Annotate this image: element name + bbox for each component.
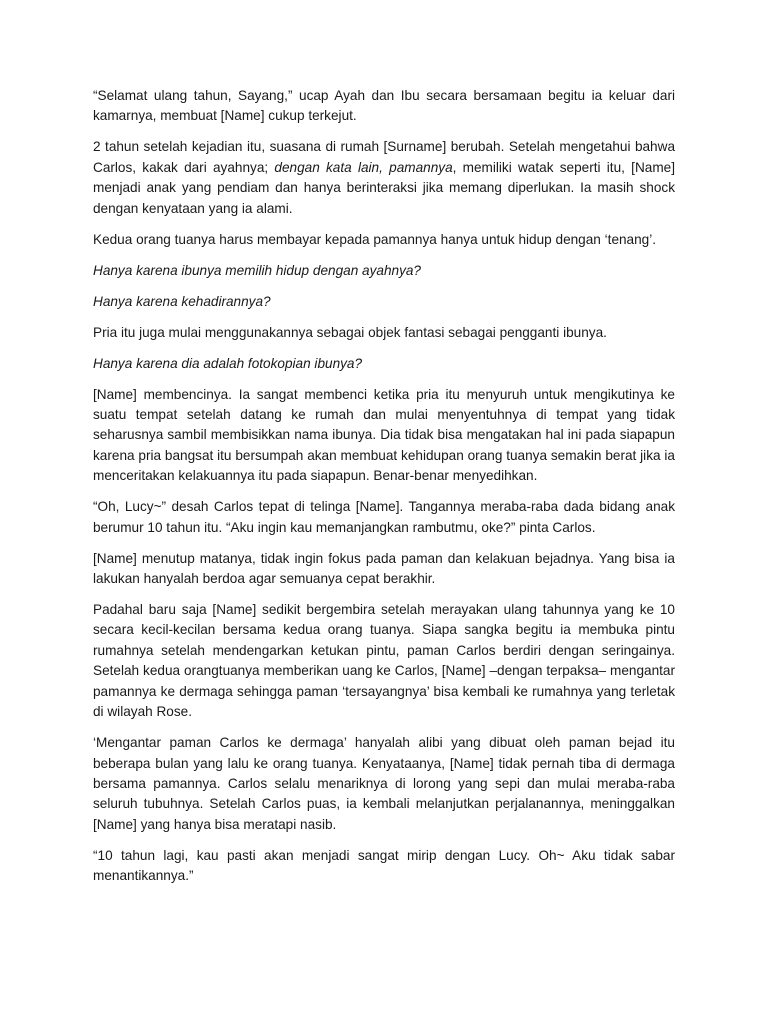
paragraph-10: [Name] menutup matanya, tidak ingin fokus pada paman dan kelakuan bejadnya. Yang bisa ia lakukan hanyalah berdoa agar semuanya cepat berakhir. [93, 550, 675, 587]
paragraph-9: “Oh, Lucy~” desah Carlos tepat di telinga [Name]. Tangannya meraba-raba dada bidang anak berumur 10 tahun itu. “Aku ingin kau memanjangkan rambutmu, oke?” pinta Carlos. [93, 499, 675, 535]
paragraph-2-italic-phrase: dengan kata lain, pamannya [274, 159, 453, 175]
paragraph-12: ‘Mengantar paman Carlos ke dermaga’ hanyalah alibi yang dibuat oleh paman bejad itu beberapa bulan yang lalu ke orang tuanya. Kenyataanya, [Name] tidak pernah tiba di dermaga bersama pamannya. Carlos selalu menariknya di lorong yang sepi dan mulai meraba-raba seluruh tubuhnya. Setelah Carlos puas, ia kembali melanjutkan perjalanannya, meninggalkan [Name] yang hanya bisa meratapi nasib. [93, 735, 675, 832]
paragraph-7: Hanya karena dia adalah fotokopian ibunya? [93, 355, 363, 371]
document-page [93, 86, 675, 897]
paragraph-1: “Selamat ulang tahun, Sayang,” ucap Ayah dan Ibu secara bersamaan begitu ia keluar dari kamarnya, membuat [Name] cukup terkejut. [93, 88, 675, 124]
paragraph-8: [Name] membencinya. Ia sangat membenci ketika pria itu menyuruh untuk mengikutinya ke suatu tempat setelah datang ke rumah dan mulai menyentuhnya di tempat yang tidak seharusnya sambil membisikkan nama ibunya. Dia tidak bisa mengatakan hal ini pada siapapun karena pria bangsat itu bersumpah akan membuat kehidupan orang tuanya semakin berat jika ia menceritakan kelakuannya itu pada siapapun. Benar-benar menyedihkan. [93, 386, 675, 484]
paragraph-2 [93, 137, 675, 219]
paragraph-3: Kedua orang tuanya harus membayar kepada pamannya hanya untuk hidup dengan ‘tenang’. [93, 231, 657, 247]
paragraph-2-part-1: 2 tahun setelah kejadian itu, suasana di rumah [Surname] berubah. Setelah mengetahui bahwa Carlos, kakak dari ayahnya; [93, 139, 675, 175]
paragraph-2-part-3: , memiliki watak seperti itu, [Name] menjadi anak yang pendiam dan hanya berinteraksi jika memang diperlukan. Ia masih shock dengan kenyataan yang ia alami. [93, 159, 675, 216]
paragraph-13: “10 tahun lagi, kau pasti akan menjadi sangat mirip dengan Lucy. Oh~ Aku tidak sabar menantikannya.” [93, 847, 675, 884]
paragraph-11: Padahal baru saja [Name] sedikit bergembira setelah merayakan ulang tahunnya yang ke 10 secara kecil-kecilan bersama kedua orang tuanya. Siapa sangka begitu ia membuka pintu rumahnya setelah mendengarkan ketukan pintu, paman Carlos berdiri dengan seringainya. Setelah kedua orangtuanya memberikan uang ke Carlos, [Name] –dengan terpaksa– mengantar pamannya ke dermaga sehingga paman ‘tersayangnya’ bisa kembali ke rumahnya yang terletak di wilayah Rose. [93, 602, 675, 720]
paragraph-5: Hanya karena kehadirannya? [93, 293, 271, 309]
paragraph-4: Hanya karena ibunya memilih hidup dengan ayahnya? [93, 262, 421, 278]
paragraph-6: Pria itu juga mulai menggunakannya sebagai objek fantasi sebagai pengganti ibunya. [93, 324, 607, 340]
